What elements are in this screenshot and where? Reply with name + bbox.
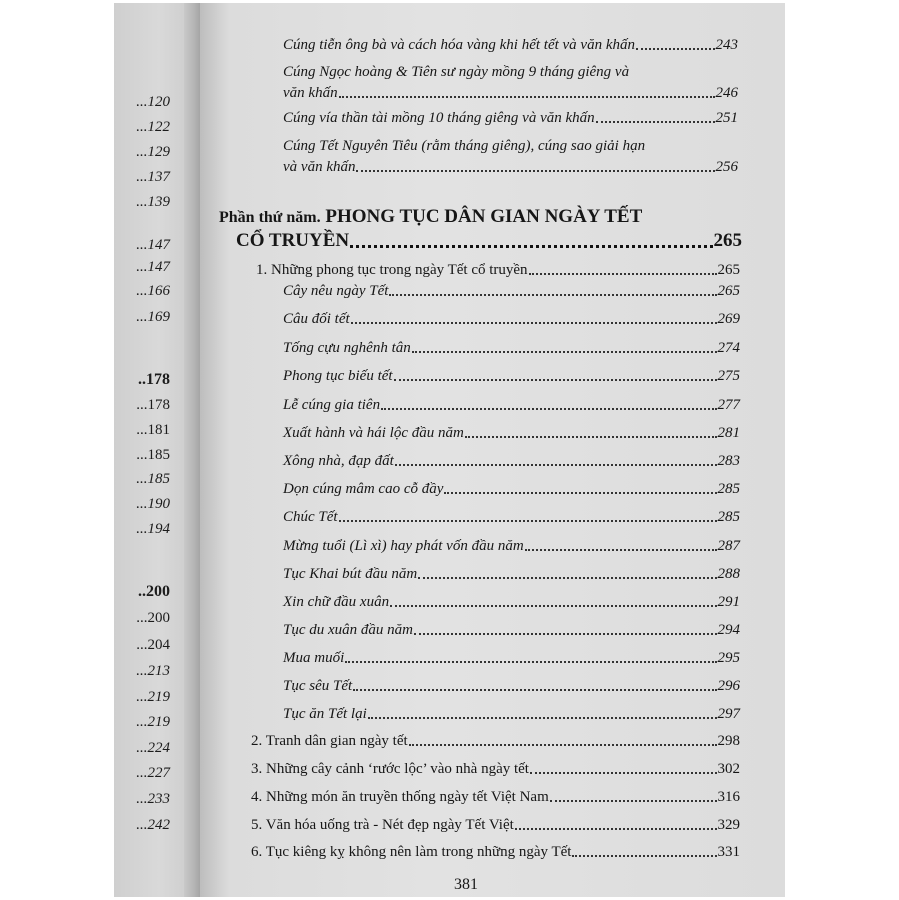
dot-leader xyxy=(356,170,714,172)
toc-entry xyxy=(283,367,740,385)
toc-entry-page: 285 xyxy=(717,509,740,525)
toc-entry-label: Cây nêu ngày Tết xyxy=(283,283,389,299)
toc-entry xyxy=(283,508,740,526)
left-page-number: ...147 xyxy=(136,237,170,253)
toc-entry xyxy=(283,109,738,127)
dot-leader xyxy=(572,855,716,857)
section-heading-line2 xyxy=(236,230,742,252)
left-page-number: ...120 xyxy=(136,94,170,110)
dot-leader xyxy=(389,294,716,296)
toc-entry-label: Xuất hành và hái lộc đầu năm xyxy=(283,425,464,441)
chapter-page: 265 xyxy=(717,262,740,278)
toc-chapter xyxy=(251,732,740,750)
left-page-number: ..178 xyxy=(138,371,170,388)
toc-entry-label: Chúc Tết xyxy=(283,509,338,525)
left-page-number: ...122 xyxy=(136,119,170,135)
chapter-page: 329 xyxy=(717,817,740,833)
toc-entry xyxy=(283,537,740,555)
left-page-number: ...190 xyxy=(136,496,170,512)
toc-entry-line: Cúng Ngọc hoàng & Tiên sư ngày mồng 9 tháng giêng và xyxy=(283,64,630,80)
section-heading xyxy=(219,206,642,228)
dot-leader xyxy=(345,661,716,663)
toc-entry-page: 274 xyxy=(717,340,740,356)
toc-entry-line: Cúng Tết Nguyên Tiêu (rằm tháng giêng), cúng sao giải hạn xyxy=(283,138,646,154)
dot-leader xyxy=(465,436,717,438)
toc-entry-page: 297 xyxy=(717,706,740,722)
dot-leader xyxy=(350,245,712,248)
toc-entry-label: Tục ăn Tết lại xyxy=(283,706,367,722)
dot-leader xyxy=(515,828,717,830)
left-page-number: ...147 xyxy=(136,259,170,275)
toc-entry xyxy=(283,282,740,300)
dot-leader xyxy=(418,577,716,579)
toc-entry xyxy=(283,310,740,328)
toc-entry-label: Mua muối xyxy=(283,650,345,666)
toc-entry-label: Câu đối tết xyxy=(283,311,350,327)
left-page-number: ...242 xyxy=(136,817,170,833)
toc-entry-page: 246 xyxy=(715,85,738,101)
dot-leader xyxy=(414,633,717,635)
dot-leader xyxy=(395,464,717,466)
toc-entry-page: 256 xyxy=(715,159,738,175)
dot-leader xyxy=(529,273,717,275)
page-number: 381 xyxy=(454,876,478,893)
section-prefix: Phần thứ năm. xyxy=(219,209,321,226)
dot-leader xyxy=(394,379,717,381)
left-page-number: ...139 xyxy=(136,194,170,210)
dot-leader xyxy=(339,520,717,522)
dot-leader xyxy=(381,408,716,410)
dot-leader xyxy=(444,492,716,494)
toc-entry xyxy=(283,84,738,102)
toc-entry-label: Dọn cúng mâm cao cỗ đầy xyxy=(283,481,444,497)
toc-entry xyxy=(283,565,740,583)
section-title-line1: PHONG TỤC DÂN GIAN NGÀY TẾT xyxy=(325,206,643,227)
toc-entry-label: văn khấn xyxy=(283,85,338,101)
toc-chapter xyxy=(251,760,740,778)
left-page-number: ...204 xyxy=(136,637,170,653)
toc-entry-page: 277 xyxy=(717,397,740,413)
toc-entry xyxy=(283,705,740,723)
toc-entry-label: và văn khấn xyxy=(283,159,356,175)
dot-leader xyxy=(339,96,715,98)
left-page-number: ...181 xyxy=(136,422,170,438)
toc-entry-label: Xông nhà, đạp đất xyxy=(283,453,394,469)
left-page-number: ...219 xyxy=(136,714,170,730)
section-title-line2: CỔ TRUYỀN xyxy=(236,230,350,251)
toc-entry-label: Tống cựu nghênh tân xyxy=(283,340,411,356)
toc-entry-label: Xin chữ đầu xuân xyxy=(283,594,390,610)
chapter-page: 331 xyxy=(717,844,740,860)
dot-leader xyxy=(351,322,717,324)
toc-chapter xyxy=(251,816,740,834)
dot-leader xyxy=(636,48,715,50)
toc-entry-page: 287 xyxy=(717,538,740,554)
toc-entry-label: Tục du xuân đầu năm xyxy=(283,622,413,638)
left-page-number: ...129 xyxy=(136,144,170,160)
toc-entry-label: Tục Khai bút đầu năm xyxy=(283,566,418,582)
chapter-label: 2. Tranh dân gian ngày tết xyxy=(251,733,408,749)
toc-entry xyxy=(283,593,740,611)
toc-entry-page: 291 xyxy=(717,594,740,610)
toc-entry xyxy=(283,621,740,639)
left-page-number: ...166 xyxy=(136,283,170,299)
dot-leader xyxy=(530,772,717,774)
left-page-number: ...219 xyxy=(136,689,170,705)
chapter-page: 302 xyxy=(717,761,740,777)
toc-entry-page: 288 xyxy=(717,566,740,582)
left-page-number: ...213 xyxy=(136,663,170,679)
toc-entry xyxy=(283,396,740,414)
toc-entry-label: Cúng vía thần tài mồng 10 tháng giêng và văn khấn xyxy=(283,110,595,126)
left-page-number: ...169 xyxy=(136,309,170,325)
dot-leader xyxy=(525,549,717,551)
dot-leader xyxy=(368,717,717,719)
dot-leader xyxy=(550,800,717,802)
dot-leader xyxy=(412,351,717,353)
toc-entry xyxy=(283,649,740,667)
toc-entry xyxy=(283,452,740,470)
left-page-number: ...194 xyxy=(136,521,170,537)
toc-chapter xyxy=(251,788,740,806)
toc-entry-page: 281 xyxy=(717,425,740,441)
toc-entry xyxy=(283,339,740,357)
toc-entry-page: 251 xyxy=(715,110,738,126)
toc-entry xyxy=(283,158,738,176)
toc-entry xyxy=(283,480,740,498)
toc-entry-label: Tục sêu Tết xyxy=(283,678,353,694)
toc-entry-page: 294 xyxy=(717,622,740,638)
left-page-number: ..200 xyxy=(138,583,170,600)
chapter-label: 1. Những phong tục trong ngày Tết cổ truyền xyxy=(256,262,528,278)
left-page-number: ...137 xyxy=(136,169,170,185)
toc-entry-label: Lễ cúng gia tiên xyxy=(283,397,381,413)
chapter-page: 298 xyxy=(717,733,740,749)
toc-entry xyxy=(283,677,740,695)
toc-entry-label: Mừng tuổi (Lì xì) hay phát vốn đầu năm xyxy=(283,538,524,554)
left-page-number: ...185 xyxy=(136,447,170,463)
toc-entry-page: 269 xyxy=(717,311,740,327)
chapter-label: 6. Tục kiêng kỵ không nên làm trong những ngày Tết xyxy=(251,844,572,860)
chapter-page: 316 xyxy=(717,789,740,805)
toc-entry-page: 296 xyxy=(717,678,740,694)
left-page-number: ...185 xyxy=(136,471,170,487)
dot-leader xyxy=(353,689,716,691)
toc-entry-page: 275 xyxy=(717,368,740,384)
left-page-number: ...178 xyxy=(136,397,170,413)
left-page-number: ...200 xyxy=(136,610,170,626)
dot-leader xyxy=(390,605,716,607)
chapter-label: 3. Những cây cảnh ‘rước lộc’ vào nhà ngày tết xyxy=(251,761,529,777)
toc-entry-page: 243 xyxy=(715,37,738,53)
left-page-number: ...233 xyxy=(136,791,170,807)
toc-entry xyxy=(283,424,740,442)
toc-entry-page: 265 xyxy=(717,283,740,299)
toc-entry-page: 285 xyxy=(717,481,740,497)
toc-chapter xyxy=(251,843,740,861)
dot-leader xyxy=(409,744,717,746)
toc-entry-label: Phong tục biếu tết xyxy=(283,368,393,384)
left-page-number: ...224 xyxy=(136,740,170,756)
chapter-label: 4. Những món ăn truyền thống ngày tết Việt Nam xyxy=(251,789,549,805)
dot-leader xyxy=(596,121,715,123)
chapter-label: 5. Văn hóa uống trà - Nét đẹp ngày Tết Việt xyxy=(251,817,514,833)
toc-entry-label: Cúng tiễn ông bà và cách hóa vàng khi hết tết và văn khấn xyxy=(283,37,635,53)
section-page: 265 xyxy=(713,230,742,251)
toc-entry-page: 283 xyxy=(717,453,740,469)
left-page-number: ...227 xyxy=(136,765,170,781)
toc-entry-page: 295 xyxy=(717,650,740,666)
toc-entry xyxy=(283,36,738,54)
toc-chapter xyxy=(256,261,740,279)
